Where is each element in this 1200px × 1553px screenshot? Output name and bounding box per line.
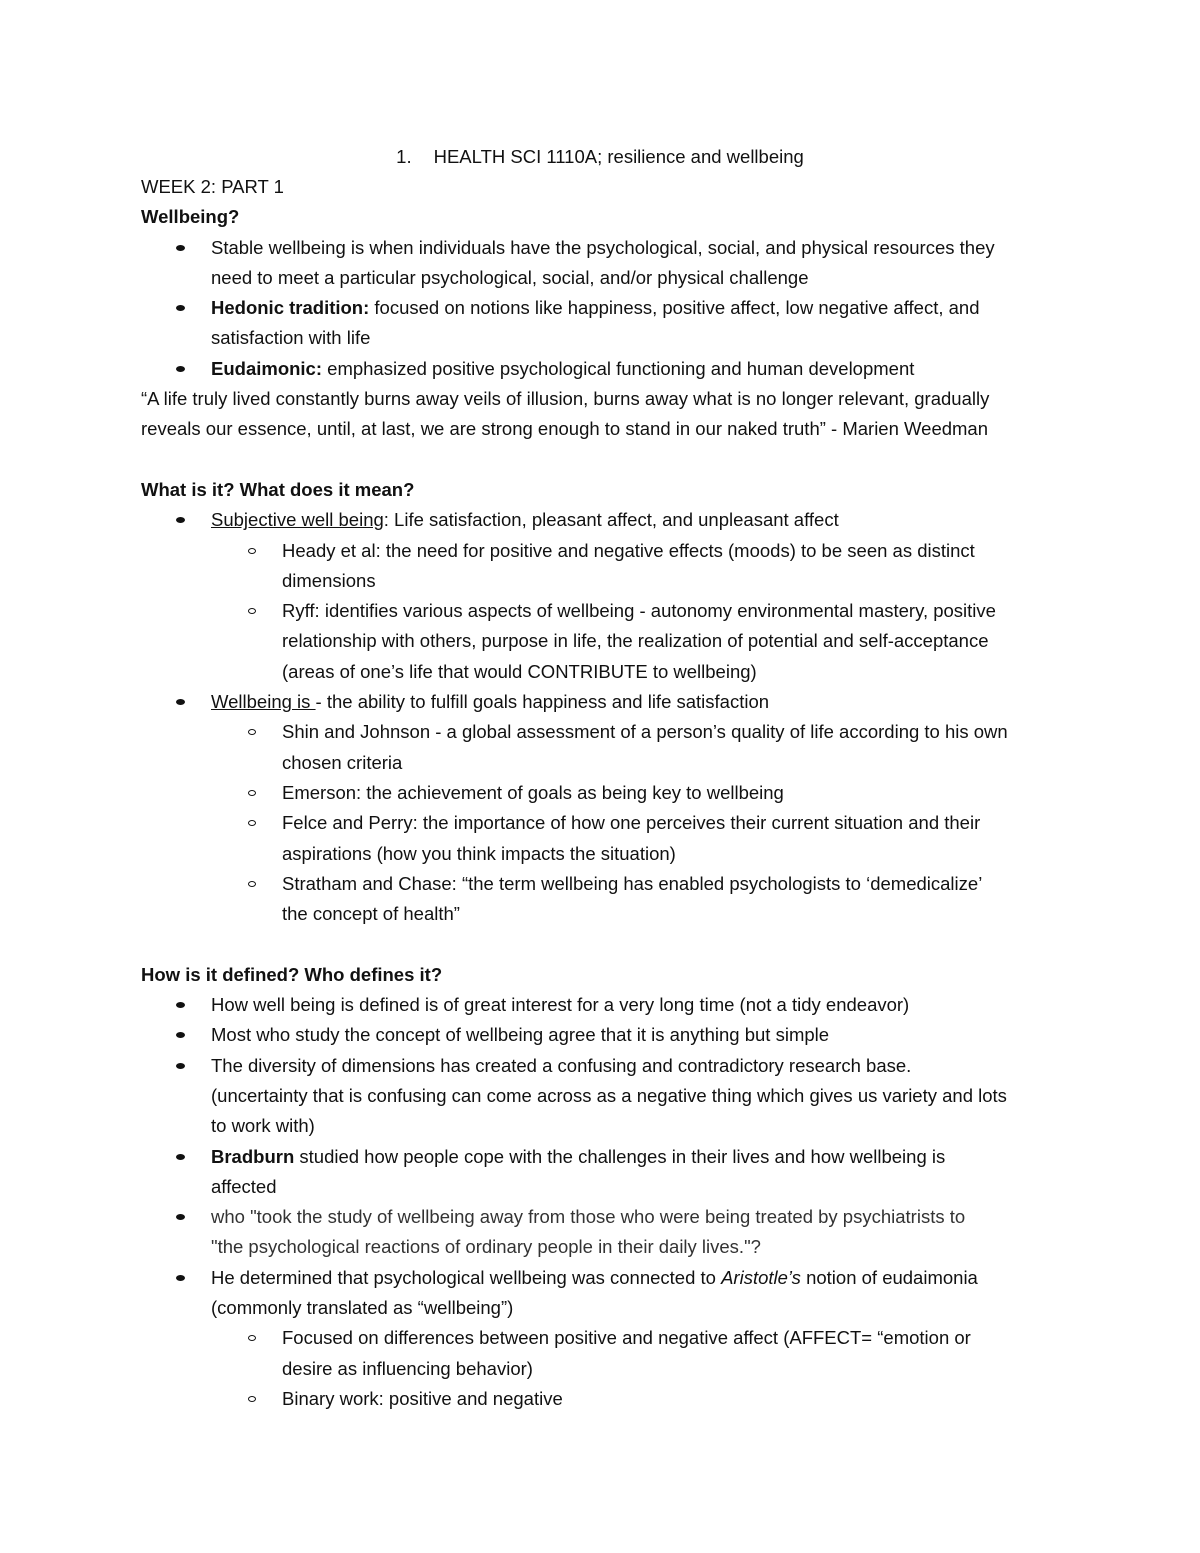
bullet-text: He determined that psychological wellbeing was connected to [211,1266,722,1288]
bullet-text: The diversity of dimensions has created a confusing and contradictory research base. [211,1054,912,1076]
section-heading-what-is-it: What is it? What does it mean? [141,478,415,500]
bullet-item [141,1020,1061,1050]
bullet-item [141,1051,1061,1142]
week-label: WEEK 2: PART 1 [141,176,284,197]
sub-bullet-text: chosen criteria [282,751,403,773]
spacer [141,445,1061,475]
sub-bullet-text: the concept of health” [282,903,460,925]
bullet-text: who "took the study of wellbeing away from those who were being treated by psychiatrists to [211,1206,966,1228]
bullet-text: Stable wellbeing is when individuals have the psychological, social, and physical resources they [211,236,995,258]
bullet-item [141,1202,1061,1263]
sub-bullet-item [141,717,1061,778]
sub-bullet-text: Ryff: identifies various aspects of wellbeing - autonomy environmental mastery, positive [282,600,996,622]
sub-bullet-item [141,1323,1061,1384]
sub-bullet-item [141,596,1061,687]
sub-bullet-text: Felce and Perry: the importance of how one perceives their current situation and their [282,812,981,834]
sub-bullet-text: Binary work: positive and negative [282,1387,563,1409]
sub-bullet-item [141,1384,1061,1414]
bullet-text: emphasized positive psychological functioning and human development [322,357,915,379]
bullet-item [141,1263,1061,1324]
sub-bullet-item [141,778,1061,808]
spacer [141,929,1061,959]
section-heading-wellbeing: Wellbeing? [141,206,240,228]
bullet-text: (commonly translated as “wellbeing”) [211,1296,514,1318]
term-bradburn: Bradburn [211,1145,295,1167]
bullet-text: How well being is defined is of great interest for a very long time (not a tidy endeavor) [211,994,910,1016]
bullet-item [141,233,1061,294]
term-wellbeing-is: Wellbeing is [211,691,316,713]
sub-bullet-text: Emerson: the achievement of goals as being key to wellbeing [282,781,784,803]
term-eudaimonic: Eudaimonic: [211,357,323,379]
term-subjective-well-being: Subjective well being [211,509,384,531]
title-text: HEALTH SCI 1110A; resilience and wellbeing [433,146,804,167]
bullet-text: studied how people cope with the challenges in their lives and how wellbeing is [294,1145,946,1167]
bullet-item [141,1142,1061,1203]
sub-bullet-text: Stratham and Chase: “the term wellbeing has enabled psychologists to ‘demedicalize’ [282,872,983,894]
sub-bullet-item [141,808,1061,869]
bullet-item [141,505,1061,535]
sub-bullet-text: Shin and Johnson - a global assessment of a person’s quality of life according to his own [282,721,1008,743]
quote-line: reveals our essence, until, at last, we are strong enough to stand in our naked truth” - Marien Weedman [141,418,989,440]
title-number: 1. [396,146,412,167]
document-title [0,142,1200,172]
sub-bullet-text: dimensions [282,569,376,591]
sub-bullet-text: (areas of one’s life that would CONTRIBUTE to wellbeing) [282,660,757,682]
bullet-text: - the ability to fulfill goals happiness and life satisfaction [315,691,770,713]
sub-bullet-text: aspirations (how you think impacts the situation) [282,842,676,864]
bullet-text: need to meet a particular psychological, social, and/or physical challenge [211,266,809,288]
bullet-item [141,293,1061,354]
bullet-text: to work with) [211,1115,315,1137]
term-aristotle: Aristotle’s [721,1266,801,1288]
bullet-text: (uncertainty that is confusing can come across as a negative thing which gives us variety and lots [211,1084,1007,1106]
bullet-item [141,990,1061,1020]
sub-bullet-text: Heady et al: the need for positive and negative effects (moods) to be seen as distinct [282,539,975,561]
sub-bullet-text: relationship with others, purpose in life, the realization of potential and self-acceptance [282,630,989,652]
sub-bullet-text: Focused on differences between positive and negative affect (AFFECT= “emotion or [282,1327,971,1349]
bullet-text: notion of eudaimonia [800,1266,978,1288]
sub-bullet-item [141,536,1061,597]
term-hedonic: Hedonic tradition: [211,297,370,319]
sub-bullet-item [141,869,1061,930]
sub-bullet-text: desire as influencing behavior) [282,1357,533,1379]
bullet-item [141,687,1061,717]
document-body [141,172,1061,1414]
bullet-text: : Life satisfaction, pleasant affect, and unpleasant affect [383,509,839,531]
quote-line: “A life truly lived constantly burns away veils of illusion, burns away what is no longer relevant, gradually [141,388,990,410]
bullet-item [141,354,1061,384]
section-heading-how-defined: How is it defined? Who defines it? [141,963,443,985]
bullet-text: affected [211,1175,277,1197]
bullet-text: "the psychological reactions of ordinary people in their daily lives."? [211,1236,761,1258]
bullet-text: satisfaction with life [211,327,371,349]
bullet-text: Most who study the concept of wellbeing agree that it is anything but simple [211,1024,830,1046]
bullet-text: focused on notions like happiness, positive affect, low negative affect, and [369,297,980,319]
